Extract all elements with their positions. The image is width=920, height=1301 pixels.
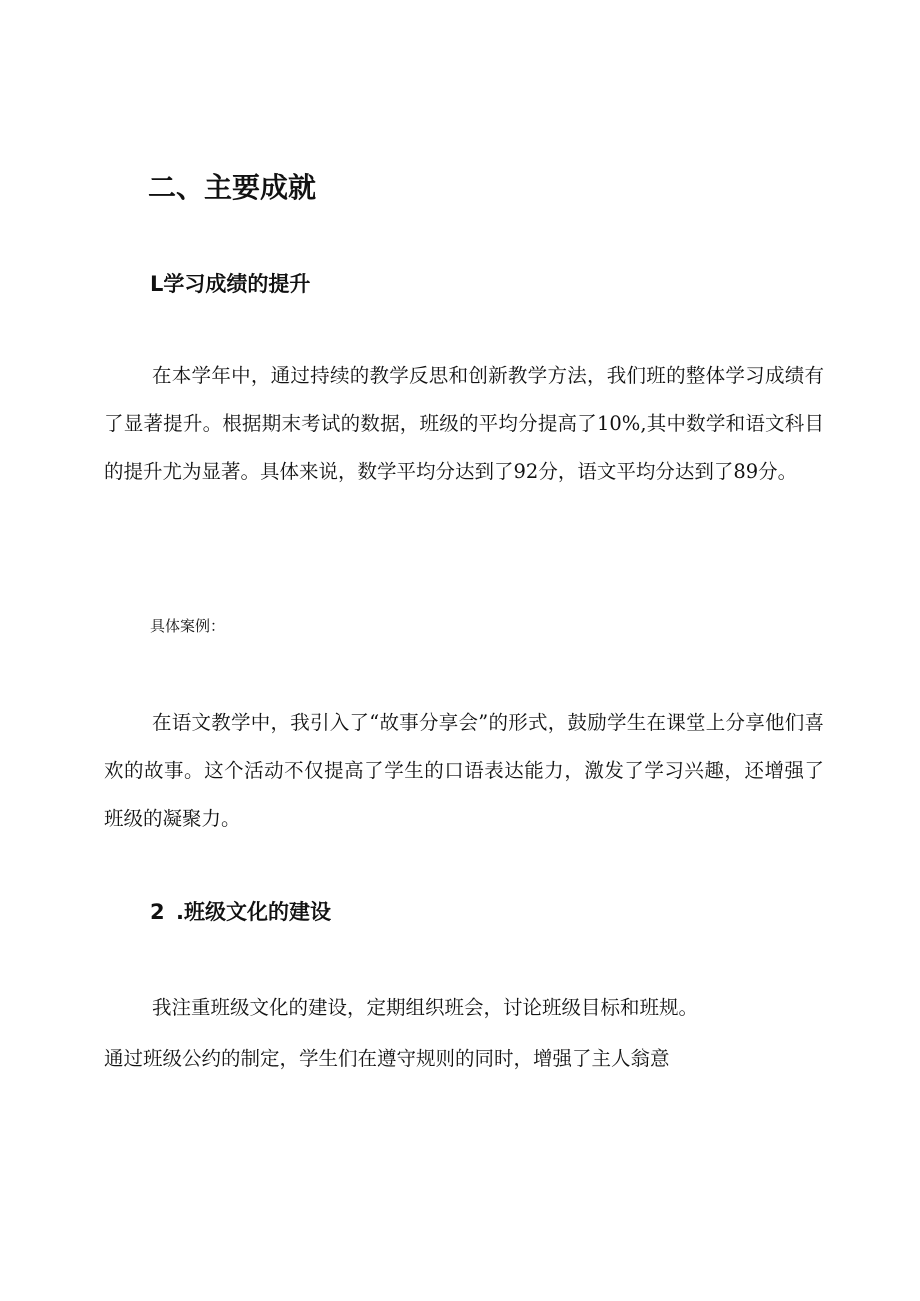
paragraph-case-story: 在语文教学中，我引入了“故事分享会”的形式，鼓励学生在课堂上分享他们喜欢的故事。这个活动不仅提高了学生的口语表达能力，激发了学习兴趣，还增强了班级的凝聚力。 — [104, 711, 824, 830]
paragraph-academic-results: 在本学年中，通过持续的教学反思和创新教学方法，我们班的整体学习成绩有了显著提升。根据期末考试的数据，班级的平均分提高了10%,其中数学和语文科目的提升尤为显著。具体来说，数学平均分达到了92分，语文平均分达到了89分。 — [104, 364, 824, 483]
paragraph-class-culture-line-2: 通过班级公约的制定，学生们在遵守规则的同时，增强了主人翁意 — [104, 1047, 670, 1070]
case-label: 具体案例： — [150, 617, 226, 635]
subsection-heading-class-culture — [150, 896, 331, 926]
subsection-heading-academic: L学习成绩的提升 — [150, 272, 311, 296]
subsection-number: 2 — [150, 900, 165, 924]
paragraph-class-culture-line-1: 我注重班级文化的建设，定期组织班会，讨论班级目标和班规。 — [152, 996, 699, 1019]
subsection-title: .班级文化的建设 — [176, 900, 331, 924]
section-heading: 二、主要成就 — [148, 171, 317, 204]
